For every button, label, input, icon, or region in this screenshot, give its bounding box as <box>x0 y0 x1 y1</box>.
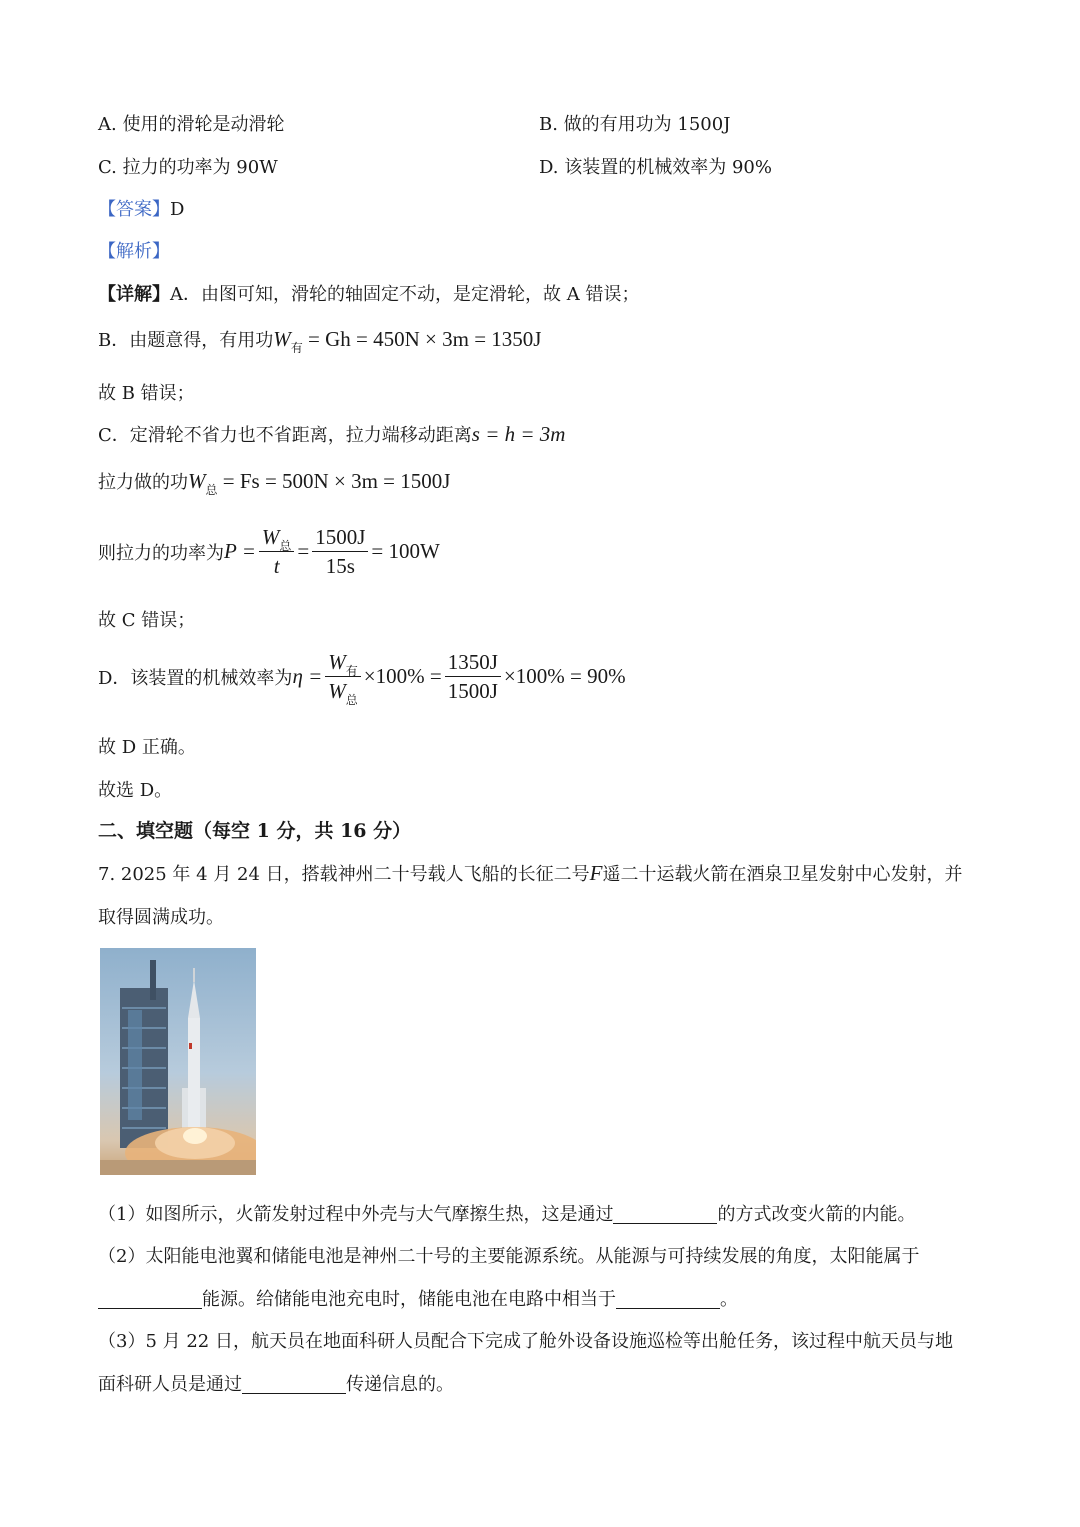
work-line <box>98 468 451 497</box>
detail-a <box>98 280 639 306</box>
power-eq: = <box>297 539 310 564</box>
option-c: C. 拉力的功率为 90W <box>98 157 278 178</box>
power-lhs: P = <box>224 539 256 564</box>
rocket-launch-graphic <box>100 948 256 1175</box>
answer-label: 【答案】 <box>98 199 170 220</box>
answer-value: D <box>170 199 185 220</box>
power-prefix: 则拉力的功率为 <box>98 542 224 564</box>
detail-b-formula: $W_有 = Gh = 450N \times 3m = 1350J$ <box>273 327 542 355</box>
efficiency-result: ×100% = 90% <box>503 664 626 689</box>
detail-d-prefix: D．该装置的机械效率为 <box>98 667 293 689</box>
detail-b-prefix: B．由题意得，有用功 <box>98 330 274 351</box>
subquestion-2-line2: 能源。给储能电池充电时，储能电池在电路中相当于 。 <box>98 1285 738 1311</box>
work-prefix: 拉力做的功 <box>98 472 188 493</box>
detail-a-text: A．由图可知，滑轮的轴固定不动，是定滑轮，故 A 错误； <box>170 284 640 305</box>
detail-c-conclusion: 故 C 错误； <box>98 610 196 631</box>
final-choice: 故选 D。 <box>98 780 173 801</box>
answer-blank-4[interactable] <box>242 1375 346 1394</box>
answer-blank-1[interactable] <box>613 1205 717 1224</box>
question7-line1: 7. 2025 年 4 月 24 日，搭载神州二十号载人飞船的长征二号F遥二十运载火箭在酒泉卫星发射中心发射，并 <box>98 861 963 885</box>
subquestion-1: （1）如图所示，火箭发射过程中外壳与大气摩擦生热，这是通过 的方式改变火箭的内能。 <box>98 1204 916 1225</box>
detail-c-prefix: C．定滑轮不省力也不省距离，拉力端移动距离 <box>98 425 472 446</box>
answer-blank-2[interactable] <box>98 1290 202 1309</box>
detail-c <box>98 421 565 447</box>
option-b: B. 做的有用功为 1500J <box>539 114 731 135</box>
power-line <box>98 525 440 578</box>
efficiency-line <box>98 650 626 708</box>
rocket-body <box>188 1018 200 1128</box>
answer-blank-3[interactable] <box>616 1290 720 1309</box>
work-formula: $W_总 = Fs = 500N \times 3m = 1500J$ <box>188 469 451 497</box>
detail-label: 【详解】 <box>98 284 170 305</box>
efficiency-fraction-1: $\frac{W_有}{W_总}$ <box>325 650 361 703</box>
detail-d-conclusion: 故 D 正确。 <box>98 737 196 758</box>
power-result: = 100W <box>371 539 440 564</box>
answer-line <box>98 195 184 221</box>
efficiency-fraction-2: $\frac{1350J}{1500J}$ <box>445 650 501 703</box>
analysis-label: 【解析】 <box>98 241 170 262</box>
subquestion-3-line2: 面科研人员是通过 传递信息的。 <box>98 1374 454 1395</box>
detail-b <box>98 326 542 355</box>
option-a: A. 使用的滑轮是动滑轮 <box>98 114 285 135</box>
detail-b-conclusion: 故 B 错误； <box>98 383 195 404</box>
rocket-launch-image <box>100 948 256 1175</box>
subquestion-3-line1: （3）5 月 22 日，航天员在地面科研人员配合下完成了舱外设备设施巡检等出舱任务，该过程中航天员与地 <box>98 1331 953 1352</box>
efficiency-lhs: η = <box>292 664 323 689</box>
detail-c-formula: s = h = 3m <box>471 422 566 446</box>
efficiency-mid: ×100% = <box>363 664 442 689</box>
power-fraction-1: $\frac{W_总}{t}$ <box>259 525 295 578</box>
section-title: 二、填空题（每空 1 分，共 16 分） <box>98 820 412 842</box>
question7-line2: 取得圆满成功。 <box>98 907 224 928</box>
power-fraction-2: $\frac{1500J}{15s}$ <box>312 525 368 578</box>
option-d: D. 该装置的机械效率为 90% <box>539 157 772 178</box>
subquestion-2-line1: （2）太阳能电池翼和储能电池是神州二十号的主要能源系统。从能源与可持续发展的角度，太阳能属于 <box>98 1246 920 1267</box>
